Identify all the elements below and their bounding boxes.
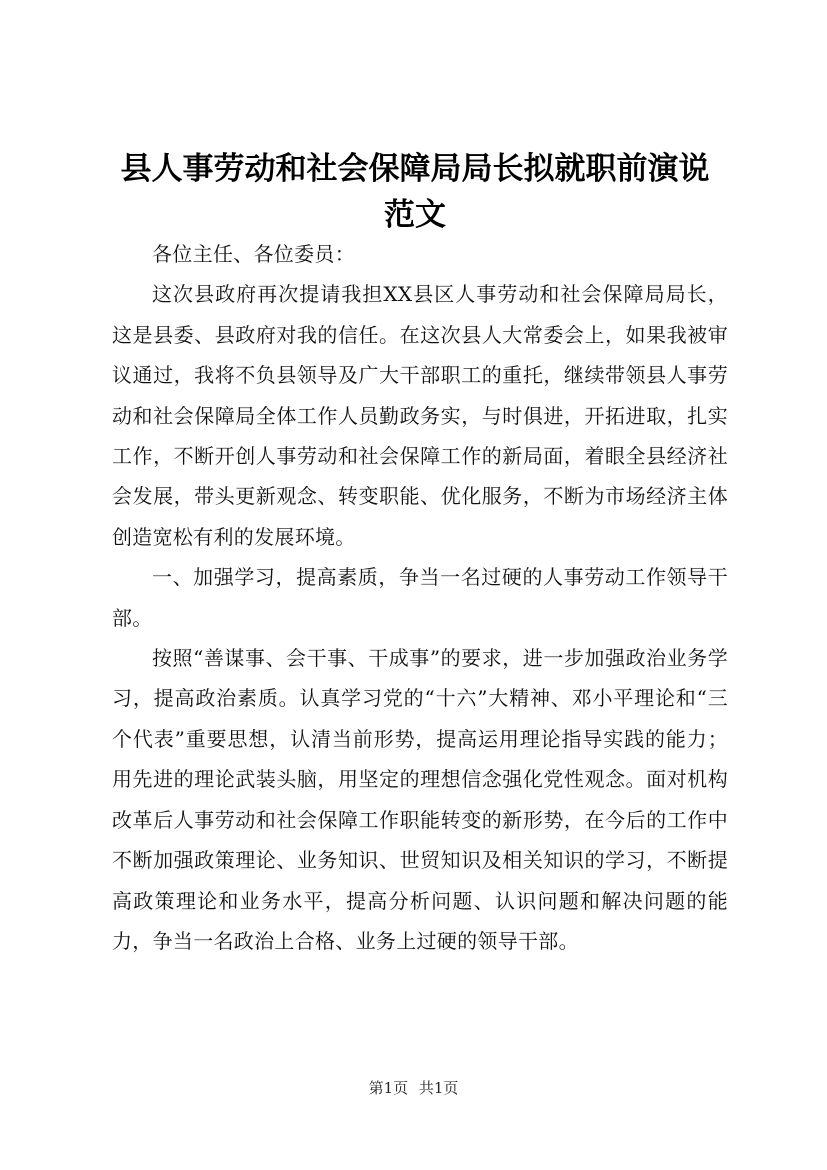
- salutation-paragraph: 各位主任、各位委员：: [152, 242, 355, 266]
- document-body: [112, 234, 728, 961]
- page-footer: [0, 1078, 827, 1098]
- study-paragraph: 按照“善谋事、会干事、干成事”的要求，进一步加强政治业务学习，提高政治素质。认真学习党的“十六”大精神、邓小平理论和“三个代表”重要思想，认清当前形势，提高运用理论指导实践的能力；用先进的理论武装头脑，用坚定的理想信念强化党性观念。面对机构改革后人事劳动和社会保障工作职能转变的新形势，在今后的工作中不断加强政策理论、业务知识、世贸知识及相关知识的学习，不断提高政策理论和业务水平，提高分析问题、认识问题和解决问题的能力，争当一名政治上合格、业务上过硬的领导干部。: [112, 646, 728, 953]
- document-title: 县人事劳动和社会保障局局长拟就职前演说范文: [120, 151, 710, 233]
- page-total: 共1页: [418, 1079, 459, 1097]
- intro-paragraph: 这次县政府再次提请我担XX县区人事劳动和社会保障局局长，这是县委、县政府对我的信任。在这次县人大常委会上，如果我被审议通过，我将不负县领导及广大干部职工的重托，继续带领县人事劳动和社会保障局全体工作人员勤政务实，与时俱进，开拓进取，扎实工作，不断开创人事劳动和社会保障工作的新局面，着眼全县经济社会发展，带头更新观念、转变职能、优化服务，不断为市场经济主体创造宽松有利的发展环境。: [112, 282, 728, 549]
- page-number: 第1页: [368, 1079, 409, 1097]
- section-heading-paragraph: 一、加强学习，提高素质，争当一名过硬的人事劳动工作领导干部。: [112, 565, 728, 630]
